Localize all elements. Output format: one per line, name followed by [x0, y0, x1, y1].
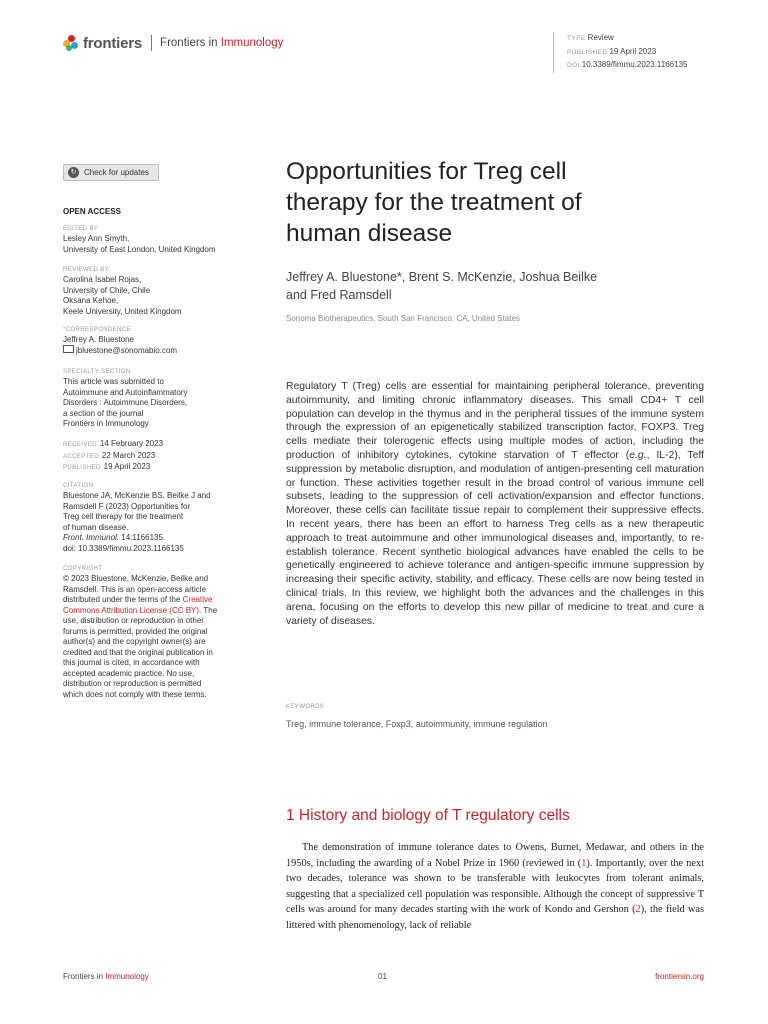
affiliation: Sonoma Biotherapeutics, South San Francisco, CA, United States [286, 314, 520, 323]
open-access-label: OPEN ACCESS [63, 207, 121, 216]
article-meta [553, 32, 687, 73]
correspondence: *CORRESPONDENCE Jeffrey A. Bluestone jbluestone@sonomabio.com [63, 326, 263, 356]
article-type: TYPE Review [567, 33, 614, 42]
page-number: 01 [378, 972, 387, 981]
journal-title: Frontiers in Immunology [160, 37, 284, 49]
check-for-updates-label: Check for updates [84, 168, 149, 177]
logo-divider [151, 35, 152, 51]
keywords-label: KEYWORDS [286, 704, 325, 710]
citation-doi[interactable]: doi: 10.3389/fimmu.2023.1166135 [63, 543, 184, 553]
brand-name: frontiers [83, 34, 143, 52]
specialty-section: SPECIALTY SECTION This article was submitted to Autoimmune and Autoinflammatory Disorders : Autoimmune Disorders, a section of the journal Frontiers in Immunology [63, 369, 188, 428]
correspondence-email[interactable]: jbluestone@sonomabio.com [63, 346, 263, 357]
refresh-icon: ↻ [68, 167, 79, 178]
frontiers-logo-icon [63, 35, 79, 51]
dates [63, 439, 263, 474]
reference-link[interactable]: 2 [635, 904, 641, 916]
reviewed-by: REVIEWED BY Carolina Isabel Rojas, University of Chile, Chile Oksana Kehoe, Keele University, United Kingdom [63, 267, 182, 316]
reference-link[interactable]: 1 [581, 857, 587, 869]
creative-commons-link[interactable]: Creative [182, 595, 213, 604]
body-paragraph: The demonstration of immune tolerance dates to Owens, Burnet, Medawar, and others in the 1950s, including the awarding of a Nobel Prize in 1960 (reviewed in (1). Importantly, over the next two decades, tolerance was shown to be transferable with leukocytes from tolerant animals, suggesting that a specialized cell population was responsible. Although the concept of suppressive T cells was around for many decades starting with the work of Kondo and Gershon (2), the field was littered with phenomenology, lack of reliable [286, 842, 704, 931]
footer-site-link[interactable]: frontiersin.org [655, 972, 704, 981]
accepted-date: ACCEPTED 22 March 2023 [63, 450, 156, 460]
creative-commons-link-cont[interactable]: Commons Attribution License (CC BY). [63, 605, 202, 615]
edited-by: EDITED BY Lesley Ann Smyth, University of East London, United Kingdom [63, 226, 216, 254]
article-published: PUBLISHED 19 April 2023 [567, 46, 657, 56]
check-for-updates-button[interactable] [63, 164, 159, 181]
article-doi[interactable]: DOI 10.3389/fimmu.2023.1166135 [567, 60, 688, 69]
received-date: RECEIVED 14 February 2023 [63, 439, 164, 448]
section-heading: 1 History and biology of T regulatory cells [286, 807, 570, 824]
citation: CITATION Bluestone JA, McKenzie BS, Beilke J and Ramsdell F (2023) Opportunities for Treg cell therapy for the treatment of human disease. Front. Immunol. 14:1166135. doi: 10.3389/fimmu.2023.1166135 [63, 482, 263, 554]
footer-journal: Frontiers in Immunology [63, 972, 149, 981]
published-date: PUBLISHED 19 April 2023 [63, 462, 151, 471]
abstract: Regulatory T (Treg) cells are essential for maintaining peripheral tolerance, preventing autoimmunity, and limiting chronic inflammatory diseases. This small CD4+ T cell population can develop in the thymus and in the peripheral tissues of the immune system through the expression of an epigenetically stabilized transcription factor, FOXP3. Treg cells mediate their tolerogenic effects using multiple modes of action, including the production of inhibitory cytokines, cytokine starvation of T effector (e.g., IL-2), Teff suppression by metabolic disruption, and modulation of antigen-presenting cell maturation or function. These activities together result in the broad control of various immune cell subsets, leading to the suppression of cell activation/expansion and effector functions. Moreover, these cells can facilitate tissue repair to complement their suppressive effects. In recent years, there has been an effort to harness Treg cells as a new therapeutic approach to treat autoimmune and other immunological diseases and, importantly, to re-establish tolerance. Recent synthetic biological advances have enabled the cells to be genetically engineered to achieve tolerance and antigen-specific immune suppression by increasing their specific activity, stability, and efficacy. These cells are now being tested in clinical trials. In this review, we highlight both the advances and the challenges in this arena, focusing on the efforts to develop this new pillar of medicine to treat and cure a variety of diseases. [286, 381, 704, 627]
copyright: COPYRIGHT © 2023 Bluestone, McKenzie, Beilke and Ramsdell. This is an open-access article distributed under the terms of the Creative Commons Attribution License (CC BY). The use, distribution or reproduction in other forums is permitted, provided the original author(s) and the copyright owner(s) are credited and that the original publication in this journal is cited, in accordance with accepted academic practice. No use, distribution or reproduction is permitted which does not comply with these terms. [63, 566, 218, 699]
journal-logo[interactable] [63, 32, 283, 54]
keywords: Treg, immune tolerance, Foxp3, autoimmunity, immune regulation [286, 719, 548, 729]
author-list: Jeffrey A. Bluestone*, Brent S. McKenzie, Joshua Beilke and Fred Ramsdell [286, 270, 598, 302]
article-title: Opportunities for Treg cell therapy for the treatment of human disease [286, 158, 582, 247]
envelope-icon [63, 345, 74, 353]
